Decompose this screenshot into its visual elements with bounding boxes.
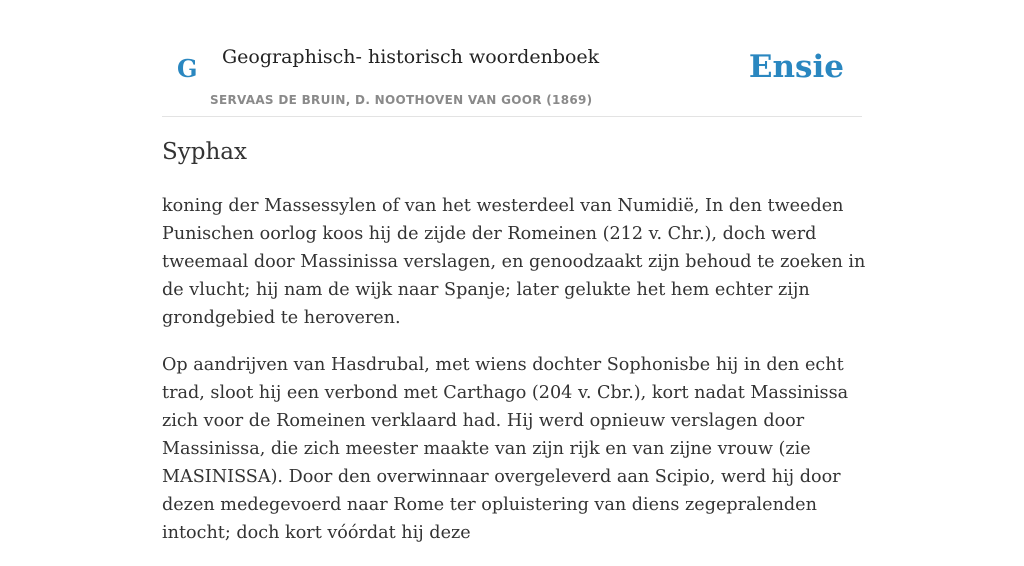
entry-paragraph: koning der Massessylen of van het westerdeel van Numidië, In den tweeden Punischen oorlog koos hij de zijde der Romeinen (212 v. Chr.), doch werd tweemaal door Massinissa verslagen, en genoodzaakt zijn behoud te zoeken in de vlucht; hij nam de wijk naar Spanje; later gelukte het hem echter zijn grondgebied te heroveren. [162,196,866,328]
ensie-logo-link[interactable]: Ensie [748,49,844,85]
book-authors-year: SERVAAS DE BRUIN, D. NOOTHOVEN VAN GOOR (1869) [210,93,593,107]
book-title-link[interactable]: Geographisch- historisch woordenboek [222,46,600,68]
entry-body [162,192,866,566]
book-header [162,0,862,117]
book-letter-icon[interactable]: G [177,54,198,83]
entry-paragraph: Op aandrijven van Hasdrubal, met wiens dochter Sophonisbe hij in den echt trad, sloot hij een verbond met Carthago (204 v. Cbr.), kort nadat Massinissa zich voor de Romeinen verklaard had. Hij werd opnieuw verslagen door Massinissa, die zich meester maakte van zijn rijk en van zijne vrouw (zie MASINISSA). Door den overwinnaar overgeleverd aan Scipio, werd hij door dezen medegevoerd naar Rome ter opluistering van diens zegepralenden intocht; doch kort vóórdat hij deze [162,355,849,543]
entry-title: Syphax [162,139,247,165]
